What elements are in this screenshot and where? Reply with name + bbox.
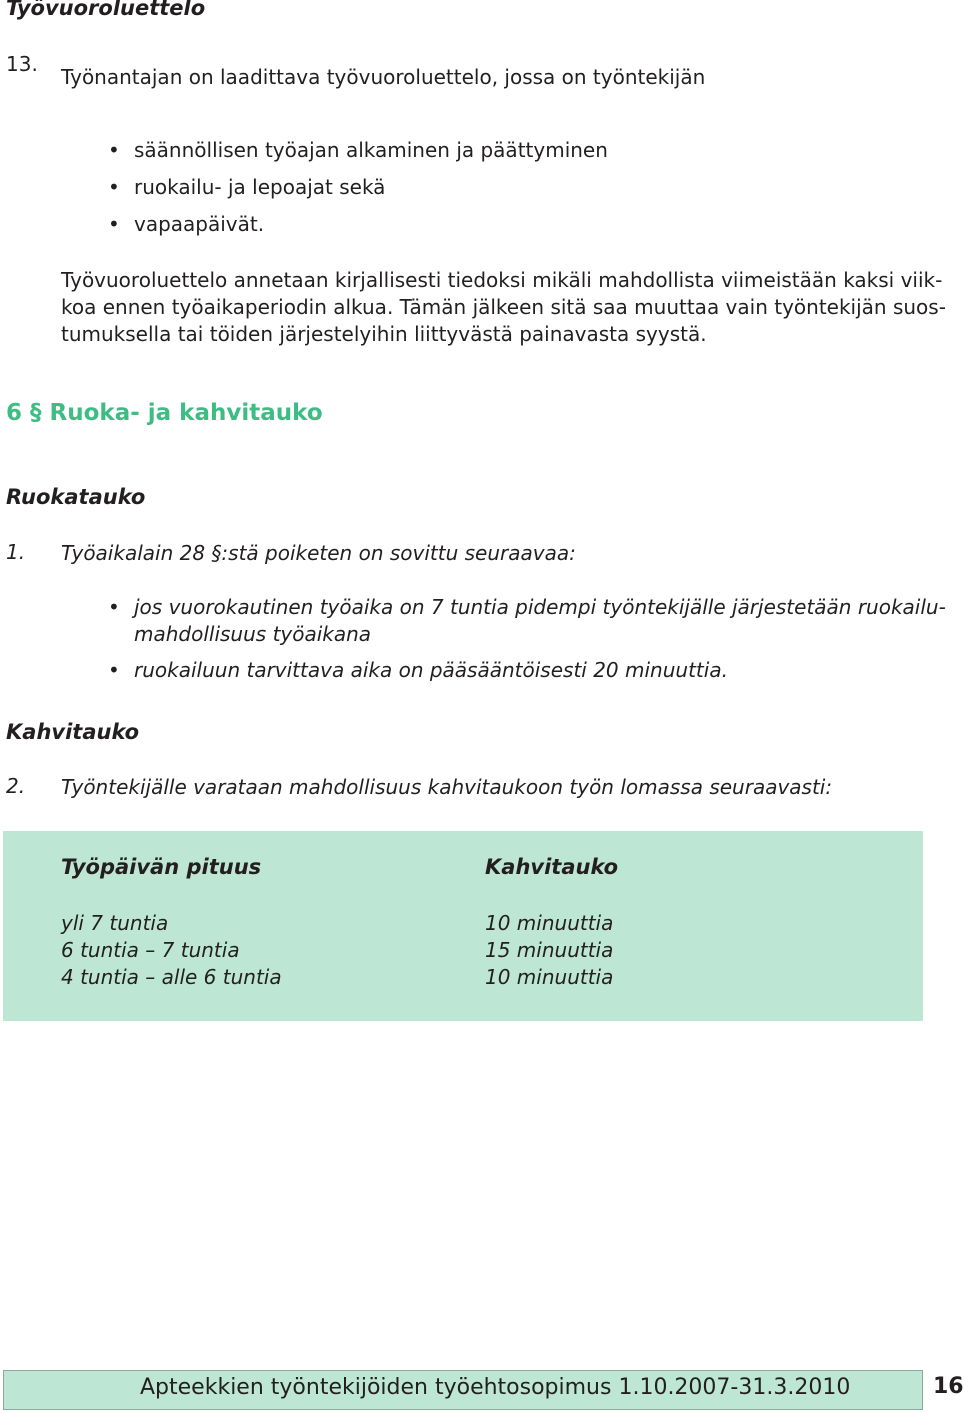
section-6-heading: 6 § Ruoka- ja kahvitauko — [6, 400, 323, 426]
table-cell: 10 minuuttia — [485, 965, 614, 989]
list-item: • säännöllisen työajan alkaminen ja päättyminen — [108, 132, 608, 169]
list-item: • vapaapäivät. — [108, 206, 608, 243]
bullet-icon: • — [108, 212, 120, 236]
footer-title: Apteekkien työntekijöiden työehtosopimus 1.10.2007-31.3.2010 — [140, 1375, 851, 1400]
table-header-break: Kahvitauko — [485, 855, 619, 879]
bullet-icon: • — [108, 595, 120, 619]
bullet-icon: • — [108, 138, 120, 162]
section-number-13: 13. — [6, 52, 38, 76]
table-cell: 15 minuuttia — [485, 938, 614, 962]
table-cell: yli 7 tuntia — [61, 911, 169, 935]
page-number: 16 — [933, 1374, 964, 1399]
kahvitauko-number: 2. — [6, 774, 26, 798]
page-title: Työvuoroluettelo — [6, 0, 206, 20]
section-13-paragraph: Työvuoroluettelo annetaan kirjallisesti tiedoksi mikäli mahdollista viimeistään kaksi viik- koa ennen työaikaperiodin alkua. Tämän jälkeen sitä saa muuttaa vain työntekijän suos- tumuksella tai töiden järjestelyihin liittyvästä painavasta syystä. — [61, 268, 946, 346]
ruokatauko-number: 1. — [6, 540, 26, 564]
bullet-icon: • — [108, 175, 120, 199]
table-column-length — [61, 910, 282, 991]
kahvitauko-intro: Työntekijälle varataan mahdollisuus kahvitaukoon työn lomassa seuraavasti: — [61, 775, 833, 799]
coffee-break-table — [3, 831, 923, 1021]
ruokatauko-bullet-list — [108, 594, 946, 684]
list-item: • jos vuorokautinen työaika on 7 tuntia pidempi työntekijälle järjestetään ruokailu- mahdollisuus työaikana — [108, 595, 946, 646]
list-item: • ruokailuun tarvittava aika on pääsääntöisesti 20 minuuttia. — [108, 658, 728, 682]
ruokatauko-heading: Ruokatauko — [6, 485, 146, 509]
section-13-intro: Työnantajan on laadittava työvuoroluettelo, jossa on työntekijän — [61, 65, 706, 89]
ruokatauko-intro: Työaikalain 28 §:stä poiketen on sovittu seuraavaa: — [61, 541, 576, 565]
bullet-icon: • — [108, 658, 120, 682]
section-13-bullet-list — [108, 132, 608, 243]
table-column-break — [485, 910, 613, 991]
table-cell: 10 minuuttia — [485, 911, 614, 935]
table-header-length: Työpäivän pituus — [61, 855, 262, 879]
kahvitauko-heading: Kahvitauko — [6, 720, 140, 744]
footer-bar — [3, 1370, 923, 1410]
table-cell: 6 tuntia – 7 tuntia — [61, 938, 240, 962]
table-cell: 4 tuntia – alle 6 tuntia — [61, 965, 282, 989]
list-item: • ruokailu- ja lepoajat sekä — [108, 169, 608, 206]
